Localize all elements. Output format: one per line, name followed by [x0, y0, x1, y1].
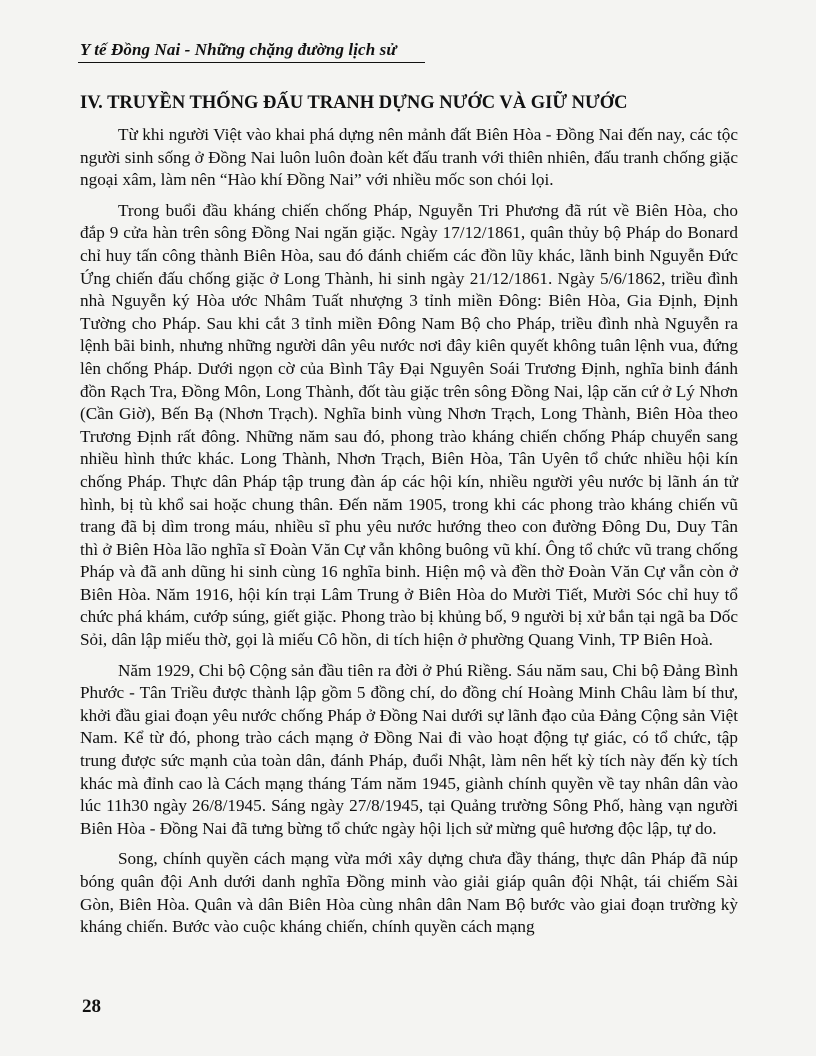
paragraph: Trong buổi đầu kháng chiến chống Pháp, Nguyễn Tri Phương đã rút về Biên Hòa, cho đắp 9 cửa hàn trên sông Đồng Nai ngăn giặc. Ngày 17/12/1861, quân thủy bộ Pháp do Bonard chỉ huy tấn công thành Biên Hòa, sau đó đánh chiếm các đồn lũy khác, lãnh binh Nguyễn Đức Ứng chiến đấu chống giặc ở Long Thành, hi sinh ngày 21/12/1861. Ngày 5/6/1862, triều đình nhà Nguyễn ký Hòa ước Nhâm Tuất nhượng 3 tỉnh miền Đông: Biên Hòa, Gia Định, Định Tường cho Pháp. Sau khi cắt 3 tỉnh miền Đông Nam Bộ cho Pháp, triều đình nhà Nguyễn ra lệnh bãi binh, nhưng những người dân yêu nước nơi đây kiên quyết không tuân lệnh vua, đứng lên chống Pháp. Dưới ngọn cờ của Bình Tây Đại Nguyên Soái Trương Định, nghĩa binh đánh đồn Rạch Tra, Đồng Môn, Long Thành, đốt tàu giặc trên sông Đồng Nai, lập căn cứ ở Lý Nhơn (Cần Giờ), Bến Bạ (Nhơn Trạch). Nghĩa binh vùng Nhơn Trạch, Long Thành, Biên Hòa theo Trương Định rất đông. Những năm sau đó, phong trào kháng chiến chống Pháp chuyển sang nhiều hình thức khác. Long Thành, Nhơn Trạch, Biên Hòa, Tân Uyên tổ chức nhiều hội kín chống Pháp. Thực dân Pháp tập trung đàn áp các hội kín, nhiều người yêu nước bị lãnh án tử hình, bị tù khổ sai hoặc chung thân. Đến năm 1905, trong khi các phong trào kháng chiến vũ trang đã bị dìm trong máu, nhiều sĩ phu yêu nước hướng theo con đường Đông Du, Duy Tân thì ở Biên Hòa lão nghĩa sĩ Đoàn Văn Cự vẫn không buông vũ khí. Ông tổ chức vũ trang chống Pháp và đã anh dũng hi sinh cùng 16 nghĩa binh. Hiện mộ và đền thờ Đoàn Văn Cự vẫn còn ở Biên Hòa. Năm 1916, hội kín trại Lâm Trung ở Biên Hòa do Mười Tiết, Mười Sóc chỉ huy tổ chức phá khám, cướp súng, giết giặc. Phong trào bị khủng bố, 9 người bị xử bắn tại ngã ba Dốc Sỏi, dân lập miếu thờ, gọi là miếu Cô hồn, di tích hiện ở phường Quang Vinh, TP Biên Hoà. [80, 200, 738, 650]
section-heading: IV. TRUYỀN THỐNG ĐẤU TRANH DỰNG NƯỚC VÀ GIỮ NƯỚC [80, 93, 628, 113]
header-rule [78, 62, 425, 63]
running-header: Y tế Đồng Nai - Những chặng đường lịch sử [80, 40, 397, 59]
page-number: 28 [82, 996, 101, 1017]
paragraph: Từ khi người Việt vào khai phá dựng nên mảnh đất Biên Hòa - Đồng Nai đến nay, các tộc người sinh sống ở Đồng Nai luôn luôn đoàn kết đấu tranh với thiên nhiên, đấu tranh chống giặc ngoại xâm, làm nên “Hào khí Đồng Nai” với nhiều mốc son chói lọi. [80, 125, 738, 190]
body-text [80, 124, 738, 947]
paragraph: Song, chính quyền cách mạng vừa mới xây dựng chưa đầy tháng, thực dân Pháp đã núp bóng quân đội Anh dưới danh nghĩa Đồng minh vào giải giáp quân đội Nhật, tái chiếm Sài Gòn, Biên Hòa. Quân và dân Biên Hòa cùng nhân dân Nam Bộ bước vào giai đoạn trường kỳ kháng chiến. Bước vào cuộc kháng chiến, chính quyền cách mạng [80, 849, 738, 937]
paragraph: Năm 1929, Chi bộ Cộng sản đầu tiên ra đời ở Phú Riềng. Sáu năm sau, Chi bộ Đảng Bình Phước - Tân Triều được thành lập gồm 5 đồng chí, do đồng chí Hoàng Minh Châu làm bí thư, khởi đầu giai đoạn yêu nước chống Pháp ở Đồng Nai dưới sự lãnh đạo của Đảng Cộng sản Việt Nam. Kể từ đó, phong trào cách mạng ở Đồng Nai đi vào hoạt động tự giác, có tổ chức, tập trung được sức mạnh của toàn dân, đánh Pháp, đuổi Nhật, làm nên hết kỳ tích này đến kỳ tích khác mà đỉnh cao là Cách mạng tháng Tám năm 1945, giành chính quyền về tay nhân dân vào lúc 11h30 ngày 26/8/1945. Sáng ngày 27/8/1945, tại Quảng trường Sông Phố, hàng vạn người Biên Hòa - Đồng Nai đã tưng bừng tổ chức ngày hội lịch sử mừng quê hương độc lập, tự do. [80, 660, 738, 838]
